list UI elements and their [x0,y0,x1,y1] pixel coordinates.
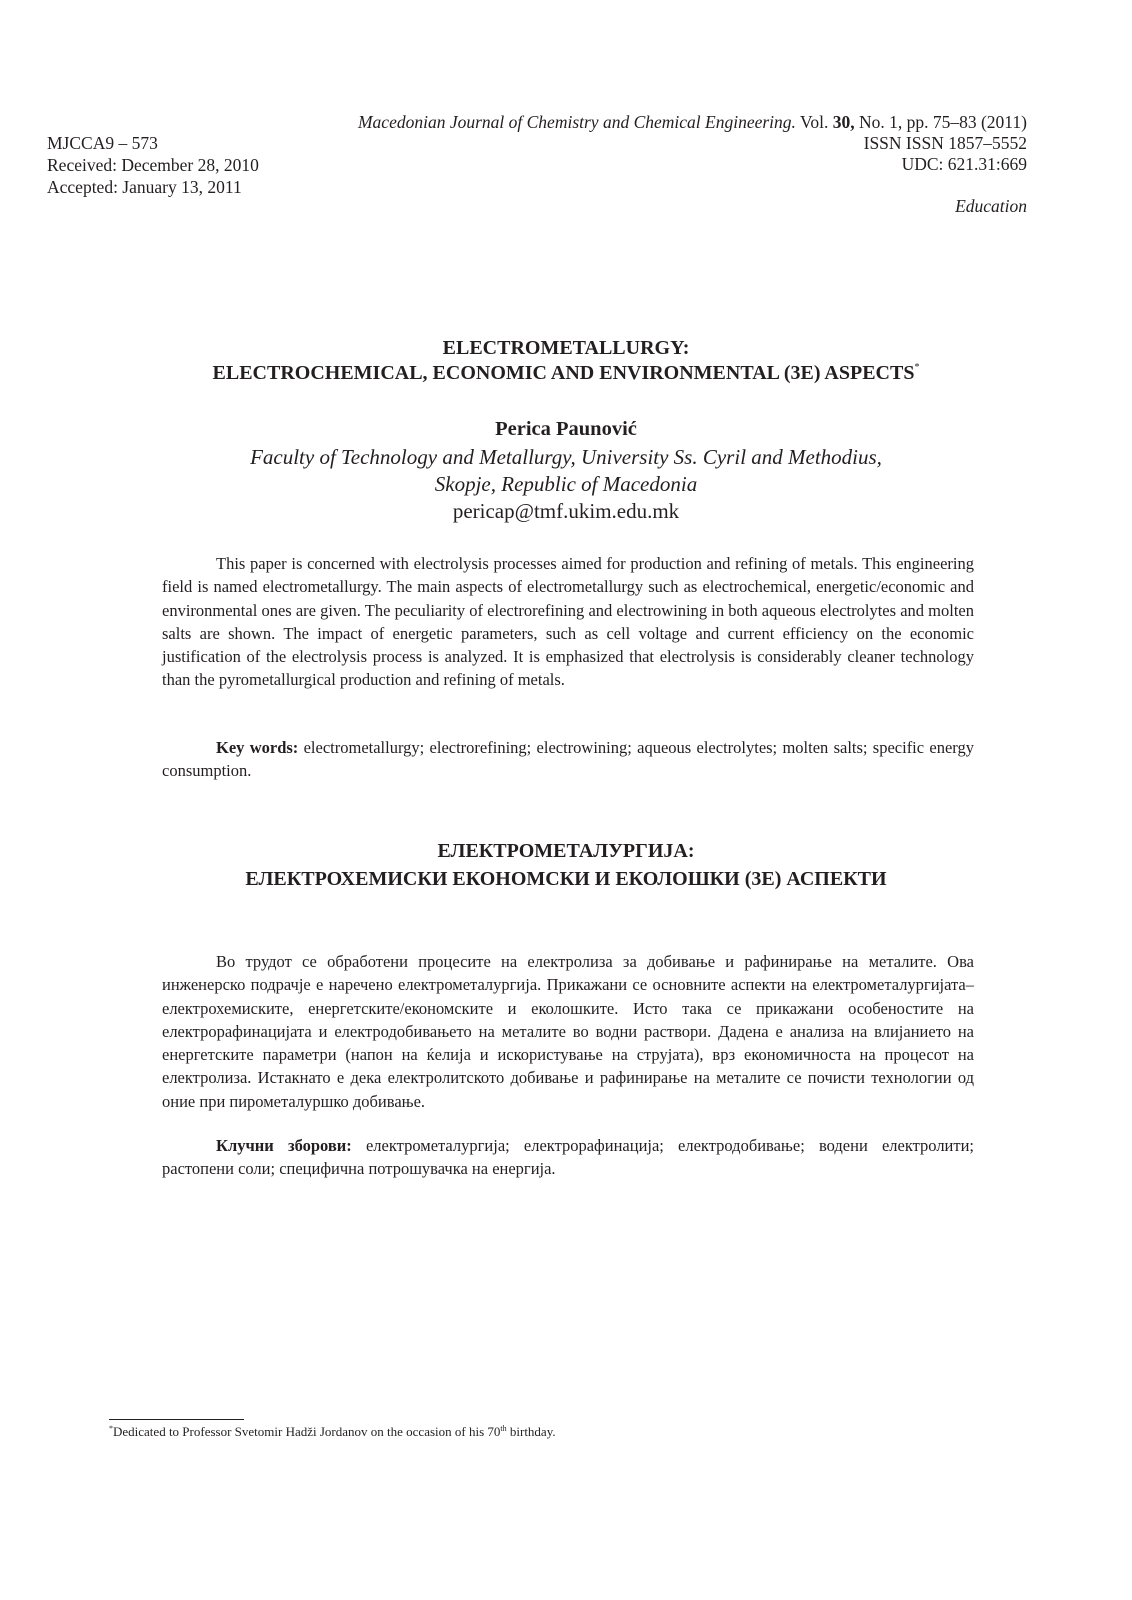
title-en-line2 [0,362,1132,385]
footnote [109,1424,556,1440]
journal-citation [358,112,1027,133]
keywords-mk-text: електрометалургија; електрорафинација; електродобивање; водени електролити; растопени соли; специфична потрошувачка на енергија. [162,1136,975,1179]
issue-pages: No. 1, pp. 75–83 (2011) [858,112,1027,132]
volume-label: Vol. [799,112,829,132]
title-footnote-mark: * [914,362,920,373]
footnote-divider [109,1419,244,1420]
received-date: Received: December 28, 2010 [47,155,259,175]
affiliation-line1: Faculty of Technology and Metallurgy, University Ss. Cyril and Methodius, [250,445,882,469]
title-en-line2-text: ELECTROCHEMICAL, ECONOMIC AND ENVIRONMENTAL (3E) ASPECTS [212,362,915,384]
section-label: Education [955,196,1027,216]
footnote-ordinal: th [500,1424,507,1433]
keywords-en-label: Key words: [216,738,299,757]
udc: UDC: 621.31:669 [901,154,1027,174]
abstract-en: This paper is concerned with electrolysis processes aimed for production and refining of metals. This engineering field is named electrometallurgy. The main aspects of electrometallurgy such as electrochemical, energetic/economic and environmental ones are given. The peculiarity of electrorefining and electrowining in both aqueous electrolytes and molten salts are shown. The impact of energetic parameters, such as cell voltage and current efficiency on the economic justification of the electrolysis process is analyzed. It is emphasized that electrolysis is considerably cleaner technology than the pyrometallurgical production and refining of metals. [162,554,974,690]
title-en-line1: ELECTROMETALLURGY: [442,337,690,359]
footnote-text-before: Dedicated to Professor Svetomir Hadži Jordanov on the occasion of his 70 [113,1424,501,1439]
keywords-en-text: electrometallurgy; electrorefining; electrowining; aqueous electrolytes; molten salts; specific energy consumption. [162,738,974,781]
affiliation-line2: Skopje, Republic of Macedonia [434,472,698,496]
footnote-text-after: birthday. [506,1424,556,1439]
keywords-mk [162,1134,974,1181]
volume-number: 30, [832,112,855,132]
article-code: MJCCA9 – 573 [47,133,158,153]
article-meta [47,132,259,198]
keywords-mk-label: Клучни зборови: [216,1136,352,1155]
abstract-mk: Во трудот се обработени процесите на електролиза за добивање и рафинирање на металите. Ова инженерско подрачје е наречено електрометалургија. Прикажани се основните аспекти на електрометалургијата–електрохемиските, енергетските/економските и еколошките. Исто така се прикажани особеностите на електрорафинацијата и електродобивањето на металите во водни раствори. Дадена е анализа на влијанието на енергетските параметри (напон на ќелија и искористување на струјата), врз економичноста на процесот на електролиза. Истакнато е дека електролитското добивање и рафинирање на металите се почисти технологии од оние при пирометалуршко добивање. [162,952,974,1111]
title-mk-line2: ЕЛЕКТРОХЕМИСКИ ЕКОНОМСКИ И ЕКОЛОШКИ (3Е) АСПЕКТИ [245,868,887,890]
issn: ISSN ISSN 1857–5552 [863,133,1027,153]
journal-name: Macedonian Journal of Chemistry and Chemical Engineering. [357,112,796,132]
author-name: Perica Paunović [495,418,637,440]
keywords-en [162,736,974,783]
author-email[interactable]: pericap@tmf.ukim.edu.mk [452,499,680,523]
footnote-mark: * [109,1424,113,1433]
accepted-date: Accepted: January 13, 2011 [47,177,242,197]
title-mk-line1: ЕЛЕКТРОМЕТАЛУРГИЈА: [437,840,695,862]
